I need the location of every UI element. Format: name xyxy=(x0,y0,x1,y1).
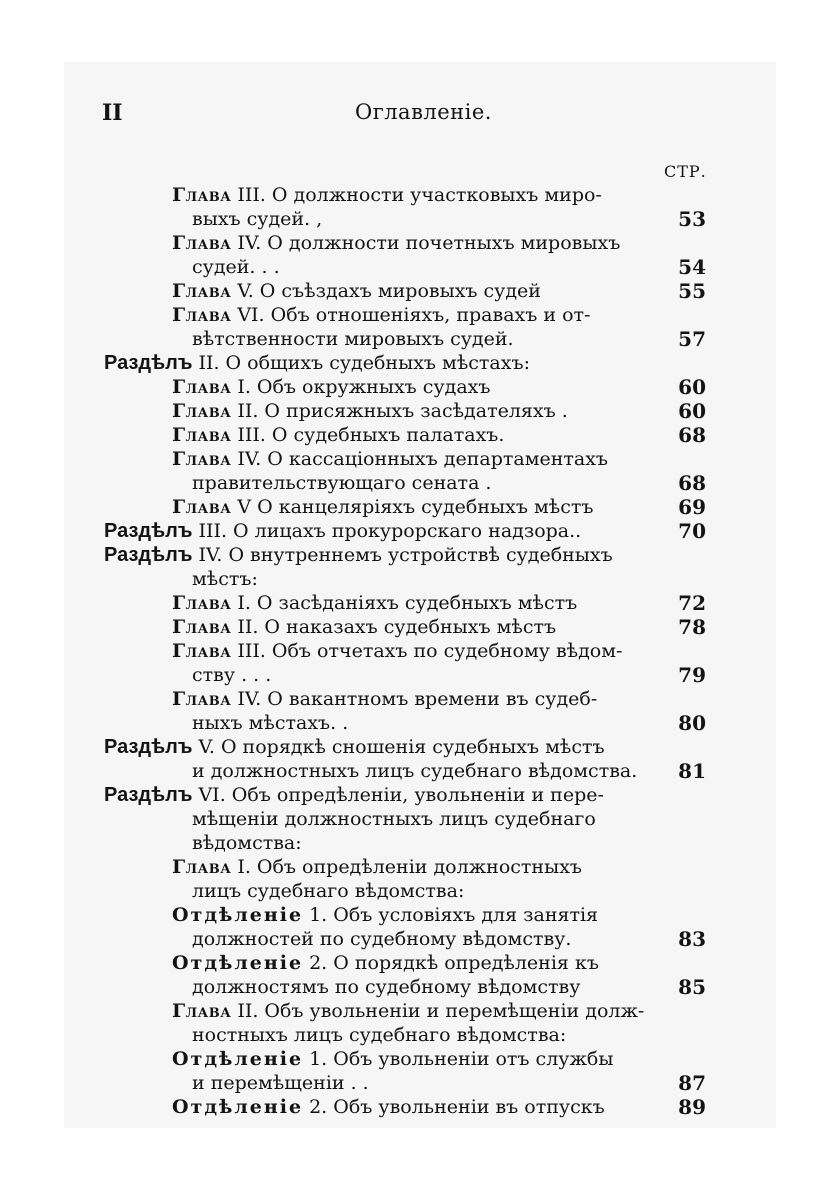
toc-page-number: 83 xyxy=(678,927,706,951)
toc-line: Отдѣленіе 1. Объ условіяхъ для занятія xyxy=(172,904,599,926)
toc-line: Отдѣленіе 2. Объ увольненіи въ отпускъ xyxy=(172,1096,605,1118)
toc-line: Глава II. О присяжныхъ засѣдателяхъ . xyxy=(172,400,568,422)
toc-line: должностямъ по судебному вѣдомству xyxy=(192,976,581,998)
toc-line: Глава V. О съѣздахъ мировыхъ судей xyxy=(172,280,541,302)
toc-line: Раздѣлъ V. О порядкѣ сношенія судебныхъ мѣстъ xyxy=(104,736,605,758)
toc-line: Глава IV. О кассаціонныхъ департаментахъ xyxy=(172,448,609,470)
toc-line: Глава III. О судебныхъ палатахъ. xyxy=(172,424,505,446)
toc-line: Глава V О канцеляріяхъ судебныхъ мѣстъ xyxy=(172,496,594,518)
toc-page-number: 70 xyxy=(678,519,706,543)
toc-line: должностей по судебному вѣдомству. xyxy=(192,928,572,950)
toc-line: ныхъ мѣстахъ. . xyxy=(192,712,349,734)
toc-line: правительствующаго сената . xyxy=(192,472,492,494)
toc-line: вѣдомства: xyxy=(192,832,302,854)
toc-line: Глава II. О наказахъ судебныхъ мѣстъ xyxy=(172,616,557,638)
toc-line: Глава I. О засѣданіяхъ судебныхъ мѣстъ xyxy=(172,592,578,614)
toc-line: Раздѣлъ VI. Объ опредѣленіи, увольненіи и пере- xyxy=(104,784,604,806)
toc-page-number: 89 xyxy=(678,1095,706,1119)
toc-page-number: 79 xyxy=(678,663,706,687)
toc-line: Глава I. Объ опредѣленіи должностныхъ xyxy=(172,856,583,878)
toc-page-number: 78 xyxy=(678,615,706,639)
toc-line: Глава IV. О вакантномъ времени въ судеб- xyxy=(172,688,598,710)
toc-line: ностныхъ лицъ судебнаго вѣдомства: xyxy=(192,1024,567,1046)
toc-page-number: 60 xyxy=(678,399,706,423)
toc-line: и должностныхъ лицъ судебнаго вѣдомства. xyxy=(192,760,638,782)
toc-page-number: 53 xyxy=(678,207,706,231)
toc-page-number: 55 xyxy=(678,279,706,303)
toc-line: мѣщеніи должностныхъ лицъ судебнаго xyxy=(192,808,596,830)
toc-line: Глава II. Объ увольненіи и перемѣщеніи долж- xyxy=(172,1000,645,1022)
page-number: II xyxy=(102,100,123,126)
toc-page-number: 57 xyxy=(678,327,706,351)
toc-line: ству . . . xyxy=(192,664,272,686)
toc-line: лицъ судебнаго вѣдомства: xyxy=(192,880,465,902)
page-title: Оглавленіе. xyxy=(355,100,492,124)
toc-page-number: 87 xyxy=(678,1071,706,1095)
toc-page-number: 72 xyxy=(678,591,706,615)
toc-line: выхъ судей. , xyxy=(192,208,323,230)
toc-line: Раздѣлъ II. О общихъ судебныхъ мѣстахъ: xyxy=(104,352,530,374)
toc-line: Глава III. О должности участковыхъ миро- xyxy=(172,184,602,206)
toc-page-number: 81 xyxy=(678,759,706,783)
toc-page-number: 68 xyxy=(678,471,706,495)
toc-line: судей. . . xyxy=(192,256,280,278)
toc-line: Глава VI. Объ отношеніяхъ, правахъ и от- xyxy=(172,304,591,326)
toc-page-number: 80 xyxy=(678,711,706,735)
toc-line: Отдѣленіе 2. О порядкѣ опредѣленія къ xyxy=(172,952,599,974)
page-column-label: СТР. xyxy=(664,162,707,181)
toc-line: Глава III. Объ отчетахъ по судебному вѣдом- xyxy=(172,640,623,662)
toc-line: Раздѣлъ IV. О внутреннемъ устройствѣ судебныхъ xyxy=(104,544,613,566)
toc-page-number: 60 xyxy=(678,375,706,399)
toc-page-number: 68 xyxy=(678,423,706,447)
toc-line: и перемѣщеніи . . xyxy=(192,1072,369,1094)
toc-line: Отдѣленіе 1. Объ увольненіи отъ службы xyxy=(172,1048,614,1070)
toc-line: Раздѣлъ III. О лицахъ прокурорскаго надзора.. xyxy=(104,520,582,542)
toc-page-number: 85 xyxy=(678,975,706,999)
toc-line: мѣстъ: xyxy=(192,568,258,590)
toc-line: Глава IV. О должности почетныхъ мировыхъ xyxy=(172,232,621,254)
toc-line: Глава I. Объ окружныхъ судахъ xyxy=(172,376,491,398)
toc-page-number: 69 xyxy=(678,495,706,519)
toc-page-number: 54 xyxy=(678,255,706,279)
toc-line: вѣтственности мировыхъ судей. xyxy=(192,328,514,350)
